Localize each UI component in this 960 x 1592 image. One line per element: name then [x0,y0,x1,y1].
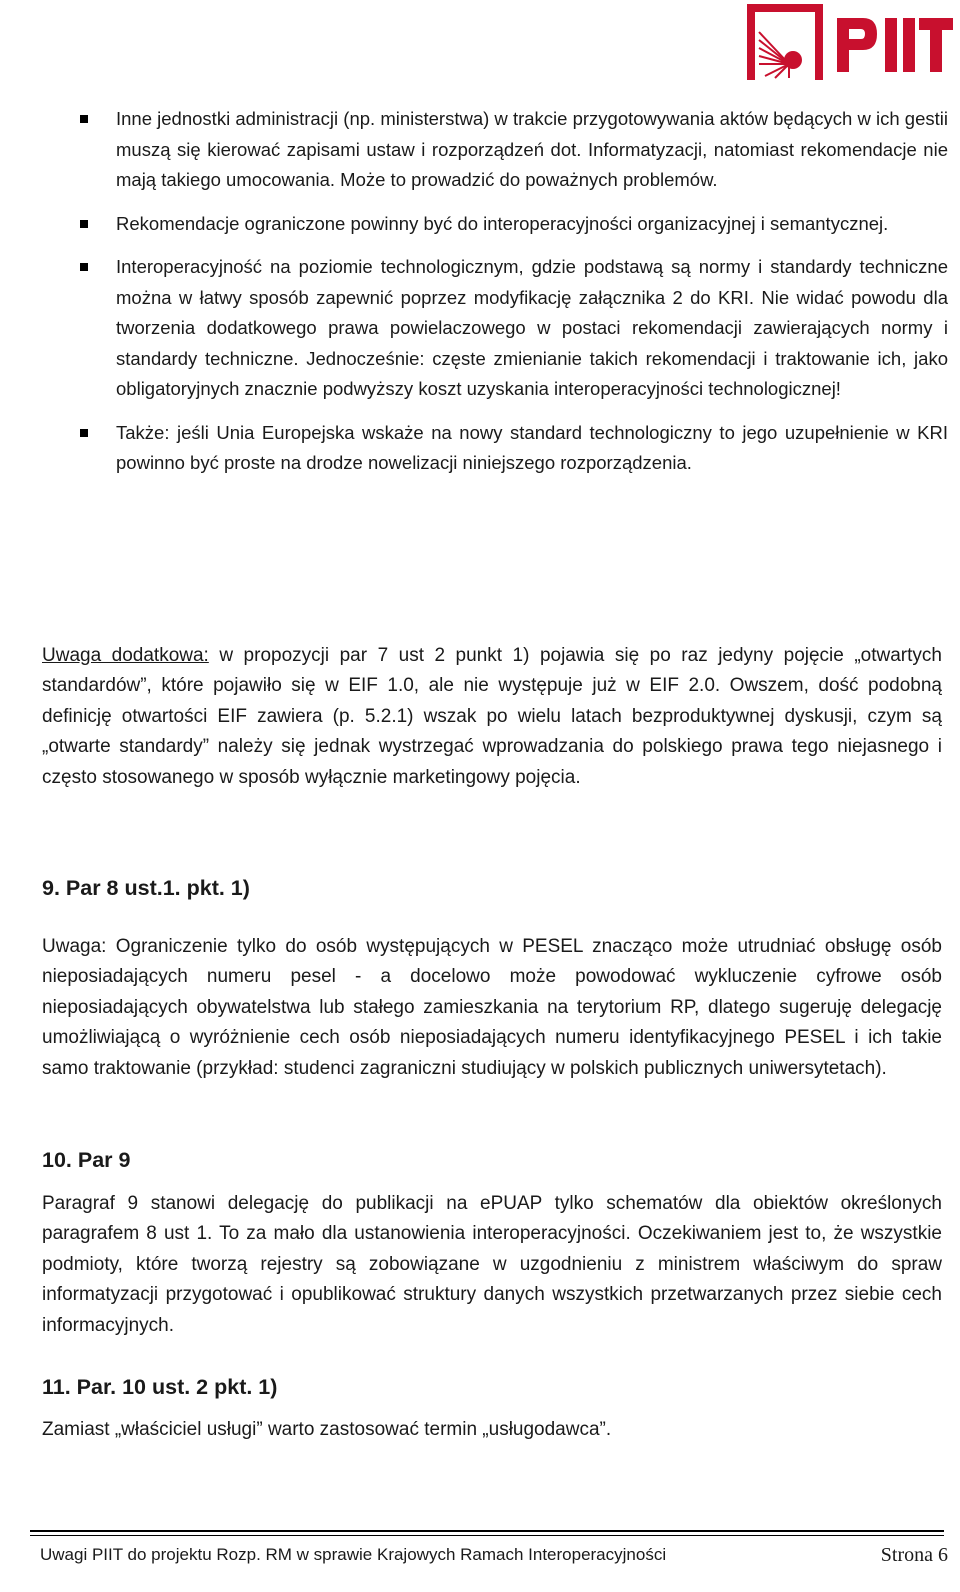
bullet-text: Także: jeśli Unia Europejska wskaże na nowy standard technologiczny to jego uzupełnienie w KRI powinno być proste na drodze nowelizacji niniejszego rozporządzenia. [116,421,948,473]
bullet-item [78,418,948,479]
section-heading-10: 10. Par 9 [42,1148,131,1172]
bullet-text: Inne jednostki administracji (np. ministerstwa) w trakcie przygotowywania aktów będących w ich gestii muszą się kierować zapisami ustaw i rozporządzeń dot. Informatyzacji, natomiast rekomendacje nie mają takiego umocowania. Może to prowadzić do poważnych problemów. [116,108,948,190]
piit-logo [745,2,955,84]
section-text-9: Uwaga: Ograniczenie tylko do osób występujących w PESEL znacząco może utrudniać obsługę osób nieposiadających numeru pesel - a docelowo może powodować wykluczenie cyfrowe osób nieposiadających obywatelstwa lub stałego zamieszkania na terytorium RP, dlatego sugeruję delegację umożliwiającą o wyróżnienie cech osób nieposiadających numeru identyfikacyjnego PESEL i ich takie samo traktowanie (przykład: studenci zagraniczni studiujący w polskich publicznych uniwersytetach). [42,936,942,1079]
square-bullet-icon [80,263,88,271]
section-text-10: Paragraf 9 stanowi delegację do publikacji na ePUAP tylko schematów dla obiektów określonych paragrafem 8 ust 1. To za mało dla ustanowienia interoperacyjności. Oczekiwaniem jest to, że wszystkie podmioty, które tworzą rejestry są zobowiązane w uzgodnieniu z ministrem właściwym do spraw informatyzacji przygotować i opublikować struktury danych wszystkich przetwarzanych przez siebie cech informacyjnych. [42,1193,942,1336]
footer-title: Uwagi PIIT do projektu Rozp. RM w sprawie Krajowych Ramach Interoperacyjności [40,1545,667,1564]
bullet-list [78,104,948,492]
bullet-text: Rekomendacje ograniczone powinny być do interoperacyjności organizacyjnej i semantycznej. [116,212,889,234]
bullet-text: Interoperacyjność na poziomie technologicznym, gdzie podstawą są normy i standardy techniczne można w łatwy sposób zapewnić poprzez modyfikację załącznika 2 do KRI. Nie widać powodu dla tworzenia dodatkowego prawa powielaczowego w postaci rekomendacji zawierających normy i standardy techniczne. Jednocześnie: częste zmienianie takich rekomendacji i traktowanie ich, jako obligatoryjnych znacznie podwyższy koszt uzyskania interoperacyjności technologicznej! [116,256,948,399]
section-heading-9: 9. Par 8 ust.1. pkt. 1) [42,876,250,900]
page-number: Strona 6 [880,1544,948,1566]
piit-logo-icon [745,2,955,84]
footer-divider [30,1535,944,1536]
note-text: w propozycji par 7 ust 2 punkt 1) pojawia się po raz jedyny pojęcie „otwartych standardów”, które pojawiło się w EIF 1.0, ale nie występuje już w EIF 2.0. Owszem, dość podobną definicję otwartości EIF zawiera (p. 5.2.1) wszak po wielu latach bezproduktywnej dyskusji, czym są „otwarte standardy” należy się jednak wystrzegać wprowadzania do polskiego prawa tego niejasnego i często stosowanego w sposób wyłącznie marketingowy pojęcia. [42,645,942,788]
note-label: Uwaga dodatkowa: [42,645,209,666]
bullet-item [78,209,948,240]
footer-divider [30,1530,944,1532]
bullet-item [78,104,948,196]
section-text-11: Zamiast „właściciel usługi” warto zastosować termin „usługodawca”. [42,1419,612,1440]
additional-note [42,641,942,793]
bullet-item [78,252,948,405]
square-bullet-icon [80,429,88,437]
square-bullet-icon [80,220,88,228]
section-heading-11: 11. Par. 10 ust. 2 pkt. 1) [42,1375,278,1399]
square-bullet-icon [80,115,88,123]
